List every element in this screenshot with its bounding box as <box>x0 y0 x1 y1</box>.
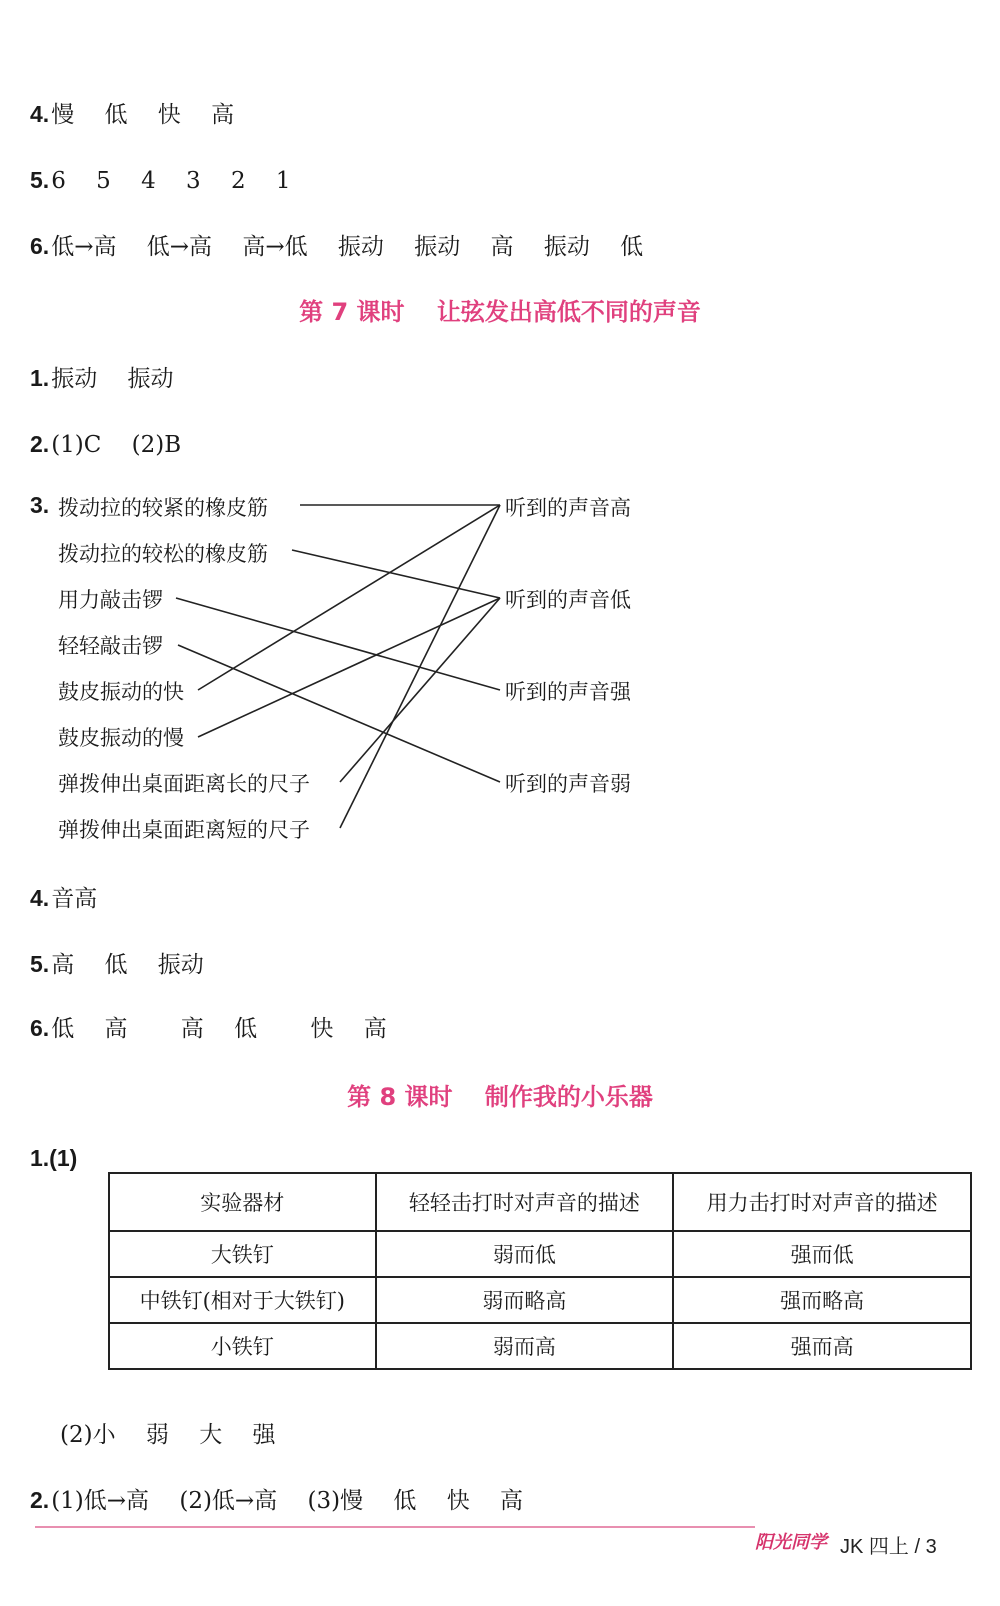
table-cell: 强而低 <box>673 1231 971 1277</box>
match-left-7: 弹拨伸出桌面距离长的尺子 <box>58 772 310 796</box>
answer-number: 1. <box>30 365 50 391</box>
table-cell: 弱而高 <box>376 1323 674 1369</box>
lesson8-q1-part2: (2)小 弱 大 强 <box>60 1422 276 1448</box>
match-line <box>292 550 500 598</box>
match-left-1: 拨动拉的较紧的橡皮筋 <box>58 496 268 520</box>
lesson7-heading: 第 7 课时 让弦发出高低不同的声音 <box>299 298 701 326</box>
column-header: 实验器材 <box>109 1173 376 1231</box>
table-cell: 大铁钉 <box>109 1231 376 1277</box>
lesson8-q2 <box>30 1482 523 1515</box>
answer-number: 5. <box>30 951 50 977</box>
answer-number: 2. <box>30 431 50 457</box>
footer-divider <box>35 1526 755 1528</box>
answer-text: 音高 <box>51 886 98 912</box>
table-header-row <box>109 1173 971 1231</box>
answer-number: 4. <box>30 101 50 127</box>
match-right-2: 听到的声音低 <box>505 588 631 612</box>
table-cell: 小铁钉 <box>109 1323 376 1369</box>
match-left-6: 鼓皮振动的慢 <box>58 726 184 750</box>
experiment-table <box>108 1172 972 1370</box>
answer-text: 低 高 高 低 快 高 <box>51 1016 387 1042</box>
table-row <box>109 1277 971 1323</box>
table-cell: 弱而略高 <box>376 1277 674 1323</box>
lesson7-q4 <box>30 880 97 913</box>
answer-number: 6. <box>30 233 50 259</box>
answer-text: (1)低→高 (2)低→高 (3)慢 低 快 高 <box>51 1488 524 1514</box>
column-header: 用力击打时对声音的描述 <box>673 1173 971 1231</box>
lesson7-q6 <box>30 1010 387 1043</box>
answer-number: 4. <box>30 885 50 911</box>
answer-text: (1)C (2)B <box>51 432 182 458</box>
match-left-3: 用力敲击锣 <box>58 588 163 612</box>
match-left-8: 弹拨伸出桌面距离短的尺子 <box>58 818 310 842</box>
match-line <box>340 598 500 782</box>
answer-number: 2. <box>30 1487 50 1513</box>
answer-number: 5. <box>30 167 50 193</box>
lesson7-q3-number: 3. <box>30 492 50 518</box>
match-left-2: 拨动拉的较松的橡皮筋 <box>58 542 268 566</box>
answer-text: 6 5 4 3 2 1 <box>51 168 291 194</box>
match-right-4: 听到的声音弱 <box>505 772 631 796</box>
answer-text: 低→高 低→高 高→低 振动 振动 高 振动 低 <box>51 234 644 260</box>
match-line <box>176 598 500 690</box>
match-right-1: 听到的声音高 <box>505 496 631 520</box>
match-line <box>198 598 500 737</box>
match-left-4: 轻轻敲击锣 <box>58 634 163 658</box>
lesson7-q5 <box>30 946 204 979</box>
answer-number: 6. <box>30 1015 50 1041</box>
match-left-5: 鼓皮振动的快 <box>58 680 184 704</box>
match-line <box>178 645 500 782</box>
brand-logo: 阳光同学 <box>755 1532 827 1553</box>
table-cell: 弱而低 <box>376 1231 674 1277</box>
lesson8-heading: 第 8 课时 制作我的小乐器 <box>347 1083 653 1111</box>
table-cell: 强而高 <box>673 1323 971 1369</box>
answer-text: 高 低 振动 <box>51 952 204 978</box>
column-header: 轻轻击打时对声音的描述 <box>376 1173 674 1231</box>
table-row <box>109 1323 971 1369</box>
table-cell: 强而略高 <box>673 1277 971 1323</box>
answer-text: 振动 振动 <box>51 366 174 392</box>
table-cell: 中铁钉(相对于大铁钉) <box>109 1277 376 1323</box>
match-right-3: 听到的声音强 <box>505 680 631 704</box>
answer-text: 慢 低 快 高 <box>51 102 235 128</box>
lesson8-q1-label: 1.(1) <box>30 1145 78 1171</box>
page-tag: JK 四上 / 3 <box>840 1536 937 1558</box>
table-row <box>109 1231 971 1277</box>
